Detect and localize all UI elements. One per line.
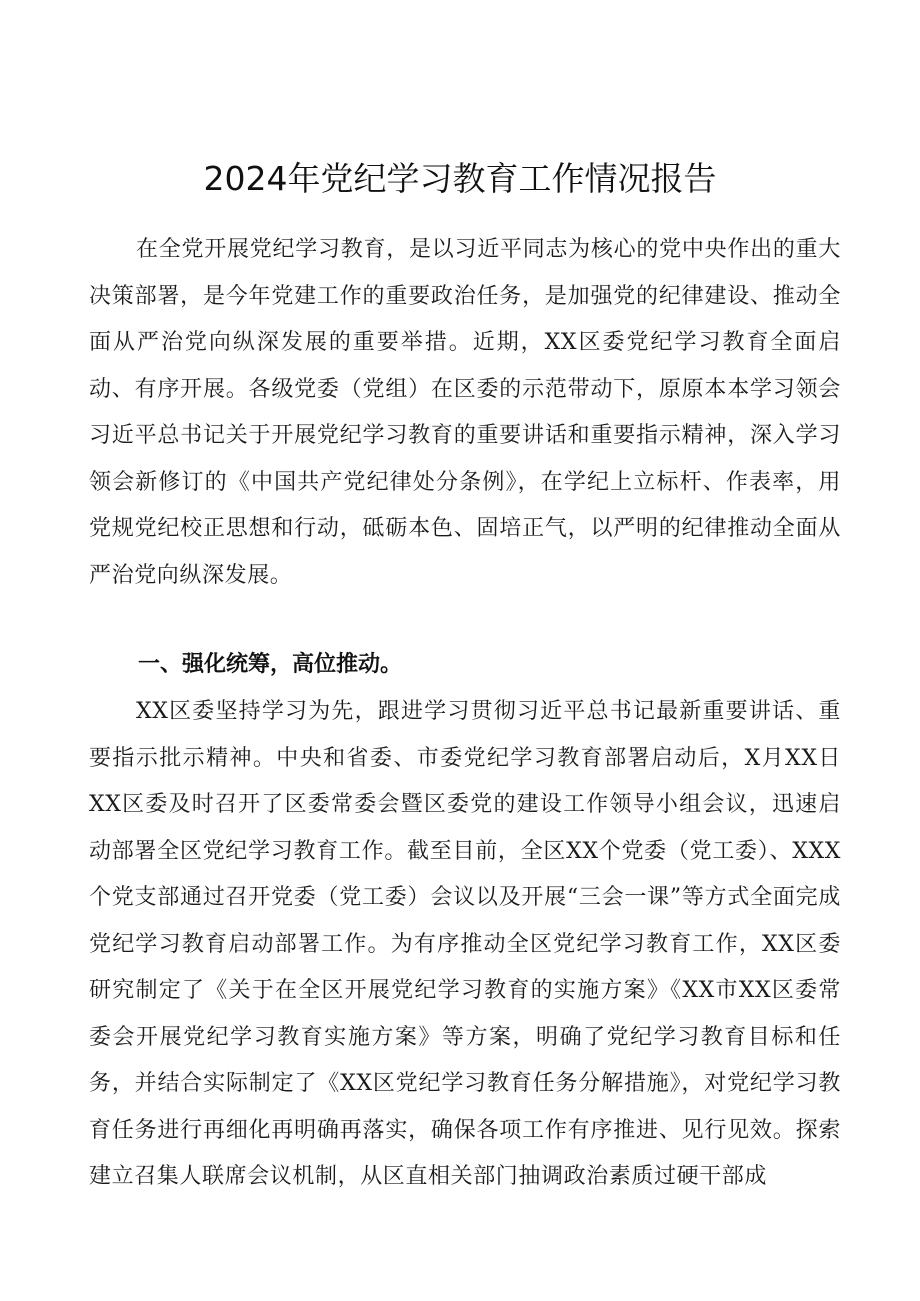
section-heading: 一、强化统筹，高位推动。 [138, 652, 403, 677]
document-title: 2024年党纪学习教育工作情况报告 [203, 159, 717, 198]
intro-paragraph: 在全党开展党纪学习教育，是以习近平同志为核心的党中央作出的重大决策部署，是今年党建工作的重要政治任务，是加强党的纪律建设、推动全面从严治党向纵深发展的重要举措。近期，XX区委党纪学习教育全面启动、有序开展。各级党委（党组）在区委的示范带动下，原原本本学习领会习近平总书记关于开展党纪学习教育的重要讲话和重要指示精神，深入学习领会新修订的《中国共产党纪律处分条例》，在学纪上立标杆、作表率，用党规党纪校正思想和行动，砥砺本色、固培正气，以严明的纪律推动全面从严治党向纵深发展。 [89, 237, 841, 588]
section-paragraph: XX区委坚持学习为先，跟进学习贯彻习近平总书记最新重要讲话、重要指示批示精神。中央和省委、市委党纪学习教育部署启动后，X月XX日XX区委及时召开了区委常委会暨区委党的建设工作领导小组会议，迅速启动部署全区党纪学习教育工作。截至目前，全区XX个党委（党工委）、XXX个党支部通过召开党委（党工委）会议以及开展“三会一课”等方式全面完成党纪学习教育启动部署工作。为有序推动全区党纪学习教育工作，XX区委研究制定了《关于在全区开展党纪学习教育的实施方案》《XX市XX区委常委会开展党纪学习教育实施方案》等方案，明确了党纪学习教育目标和任务，并结合实际制定了《XX区党纪学习教育任务分解措施》，对党纪学习教育任务进行再细化再明确再落实，确保各项工作有序推进、见行见效。探索建立召集人联席会议机制，从区直相关部门抽调政治素质过硬干部成 [89, 699, 841, 1189]
